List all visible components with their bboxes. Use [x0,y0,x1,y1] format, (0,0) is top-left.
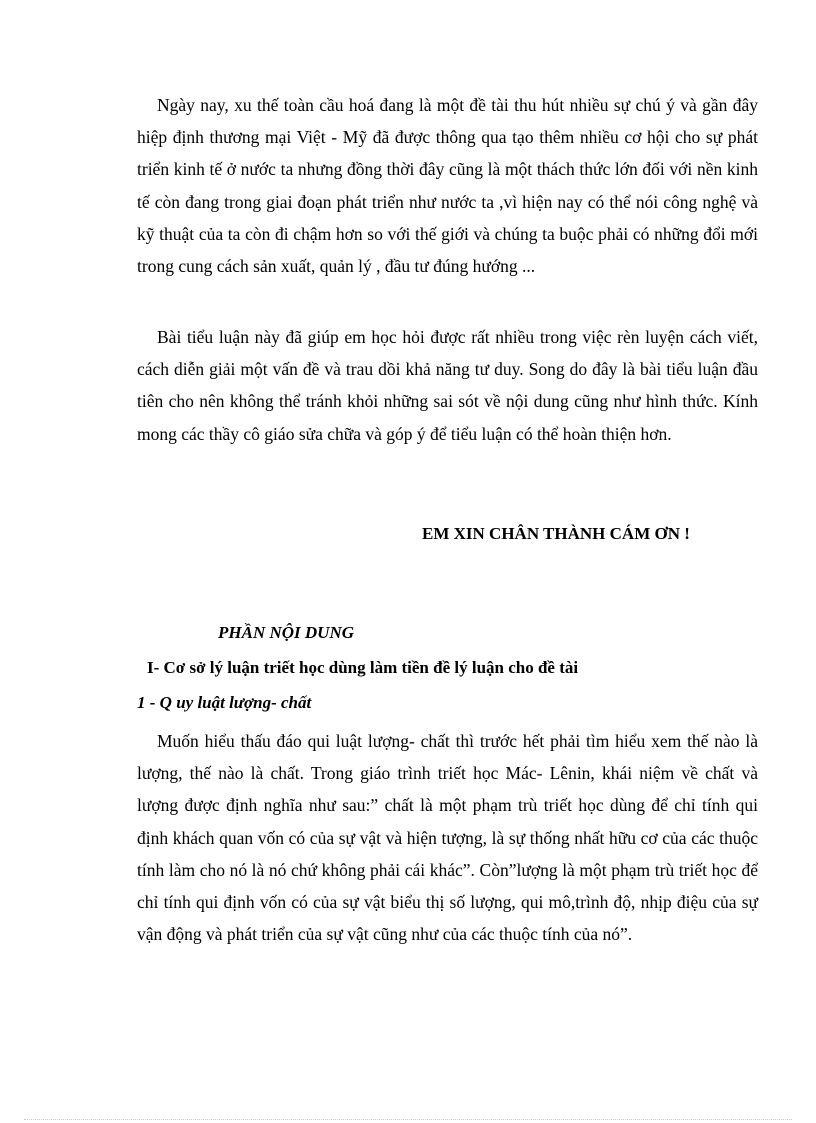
definition-paragraph: Muốn hiểu thấu đáo qui luật lượng- chất thì trước hết phải tìm hiểu xem thế nào là lượng, thế nào là chất. Trong giáo trình triết học Mác- Lênin, khái niệm về chất và lượng được định nghĩa như sau:” chất là một phạm trù triết học dùng để chỉ tính qui định khách quan vốn có của sự vật và hiện tượng, là sự thống nhất hữu cơ của các thuộc tính làm cho nó là nó chứ không phải cái khác”. Còn”lượng là một phạm trù triết học để chỉ tính qui định vốn có của sự vật biểu thị số lượng, qui mô,trình độ, nhịp điệu của sự vận động và phát triển của sự vật cũng như của các thuộc tính của nó”. [137,731,758,945]
heading-level-2: 1 - Q uy luật lượng- chất [137,693,312,712]
page-bottom-divider [24,1119,792,1120]
intro-paragraph: Ngày nay, xu thế toàn cầu hoá đang là một đề tài thu hút nhiều sự chú ý và gần đây hiệp định thương mại Việt - Mỹ đã được thông qua tạo thêm nhiều cơ hội cho sự phát triển kinh tế ở nước ta nhưng đồng thời đây cũng là một thách thức lớn đối với nền kinh tế còn đang trong giai đoạn phát triển như nước ta ,vì hiện nay có thể nói công nghệ và kỹ thuật của ta còn đi chậm hơn so với thế giới và chúng ta buộc phải có những đổi mới trong cung cách sản xuất, quản lý , đầu tư đúng hướng ... [137,95,758,277]
acknowledgement-paragraph: Bài tiểu luận này đã giúp em học hỏi được rất nhiều trong việc rèn luyện cách viết, cách diễn giải một vấn đề và trau dồi khả năng tư duy. Song do đây là bài tiểu luận đầu tiên cho nên không thể tránh khỏi những sai sót về nội dung cũng như hình thức. Kính mong các thầy cô giáo sửa chữa và góp ý để tiểu luận có thể hoàn thiện hơn. [137,327,758,444]
heading-level-1: I- Cơ sở lý luận triết học dùng làm tiền đề lý luận cho đề tài [147,658,579,677]
closing-thanks: EM XIN CHÂN THÀNH CÁM ƠN ! [422,524,690,543]
section-title: PHẦN NỘI DUNG [218,623,354,642]
